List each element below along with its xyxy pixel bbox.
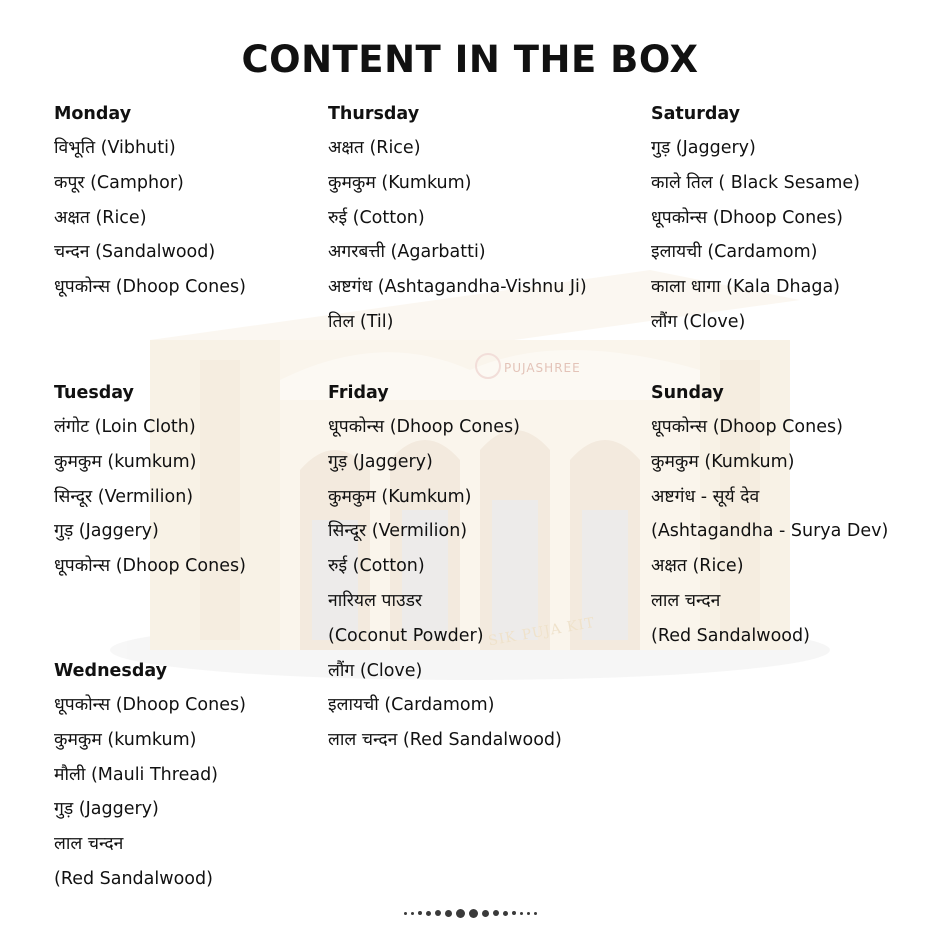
day-section-thursday (328, 97, 587, 340)
list-item: कुमकुम (Kumkum) (328, 486, 472, 507)
day-heading: Friday (328, 383, 389, 403)
day-section-friday (328, 376, 562, 758)
list-item: अष्टगंध - सूर्य देव (651, 486, 760, 507)
box-caption-text: SIK PUJA KIT (487, 614, 597, 650)
day-heading: Saturday (651, 104, 741, 124)
list-item: (Coconut Powder) (328, 625, 484, 646)
day-section-sunday (651, 376, 888, 654)
list-item: तिल (Til) (328, 311, 394, 332)
item-list (651, 131, 860, 340)
list-item: धूपकोन्स (Dhoop Cones) (54, 695, 246, 715)
item-list (54, 131, 246, 305)
list-item: गुड़ (Jaggery) (651, 138, 756, 158)
list-item: अष्टगंध (Ashtagandha-Vishnu Ji) (328, 277, 587, 298)
carousel-dot[interactable] (527, 912, 530, 915)
carousel-dot[interactable] (435, 910, 441, 916)
item-list (54, 410, 246, 584)
day-heading: Thursday (328, 104, 420, 124)
list-item: कपूर (Camphor) (54, 172, 184, 193)
list-item: रुई (Cotton) (328, 556, 425, 577)
list-item: (Red Sandalwood) (651, 625, 810, 646)
carousel-dot[interactable] (404, 912, 407, 915)
list-item: नारियल पाउडर (328, 590, 423, 611)
list-item: सिन्दूर (Vermilion) (328, 521, 468, 542)
list-item: कुमकुम (Kumkum) (328, 172, 472, 193)
box-brand-text: PUJASHREE (504, 361, 581, 375)
list-item: धूपकोन्स (Dhoop Cones) (328, 417, 520, 437)
list-item: गुड़ (Jaggery) (328, 451, 433, 472)
list-item: गुड़ (Jaggery) (54, 521, 159, 542)
carousel-dot[interactable] (493, 910, 499, 916)
list-item: गुड़ (Jaggery) (54, 799, 159, 820)
list-item: धूपकोन्स (Dhoop Cones) (651, 417, 843, 437)
list-item: लाल चन्दन (54, 834, 124, 855)
carousel-dot[interactable] (482, 910, 489, 917)
list-item: अक्षत (Rice) (651, 556, 744, 577)
list-item: इलायची (Cardamom) (651, 242, 818, 263)
carousel-dot[interactable] (426, 911, 431, 916)
day-heading: Tuesday (54, 383, 134, 403)
list-item: लौंग (Clove) (328, 660, 423, 681)
day-section-saturday (651, 97, 860, 340)
carousel-dot[interactable] (469, 909, 478, 918)
item-list (54, 688, 246, 897)
carousel-dot[interactable] (445, 910, 452, 917)
list-item: काला धागा (Kala Dhaga) (651, 277, 840, 298)
carousel-dot[interactable] (520, 912, 523, 915)
day-section-tuesday (54, 376, 246, 584)
carousel-dot[interactable] (534, 912, 537, 915)
carousel-dot[interactable] (512, 911, 516, 915)
list-item: रुई (Cotton) (328, 207, 425, 228)
list-item: (Ashtagandha - Surya Dev) (651, 521, 889, 542)
list-item: सिन्दूर (Vermilion) (54, 486, 194, 507)
day-heading: Sunday (651, 383, 724, 403)
list-item: मौली (Mauli Thread) (54, 764, 219, 785)
list-item: अक्षत (Rice) (54, 207, 147, 228)
list-item: विभूति (Vibhuti) (54, 138, 176, 158)
carousel-dot[interactable] (503, 911, 508, 916)
list-item: कुमकुम (Kumkum) (651, 451, 795, 472)
list-item: काले तिल ( Black Sesame) (651, 172, 860, 193)
list-item: इलायची (Cardamom) (328, 695, 495, 716)
item-list (328, 131, 587, 340)
list-item: (Red Sandalwood) (54, 868, 213, 889)
day-heading: Wednesday (54, 661, 168, 681)
carousel-dot[interactable] (411, 912, 414, 915)
day-section-monday (54, 97, 246, 305)
page-title: CONTENT IN THE BOX (241, 38, 699, 81)
list-item: धूपकोन्स (Dhoop Cones) (54, 556, 246, 577)
carousel-dot-active[interactable] (456, 909, 465, 918)
list-item: लाल चन्दन (Red Sandalwood) (328, 730, 562, 751)
day-heading: Monday (54, 104, 132, 124)
item-list (651, 410, 888, 654)
carousel-pagination (0, 906, 940, 920)
list-item: लाल चन्दन (651, 590, 721, 611)
list-item: अगरबत्ती (Agarbatti) (328, 242, 486, 263)
list-item: धूपकोन्स (Dhoop Cones) (651, 207, 843, 228)
list-item: चन्दन (Sandalwood) (54, 242, 216, 263)
list-item: अक्षत (Rice) (328, 138, 421, 158)
list-item: लौंग (Clove) (651, 311, 746, 332)
list-item: कुमकुम (kumkum) (54, 729, 197, 750)
list-item: धूपकोन्स (Dhoop Cones) (54, 277, 246, 298)
day-section-wednesday (54, 654, 246, 897)
list-item: लंगोट (Loin Cloth) (54, 417, 196, 437)
list-item: कुमकुम (kumkum) (54, 451, 197, 472)
carousel-dot[interactable] (418, 911, 422, 915)
item-list (328, 410, 562, 758)
